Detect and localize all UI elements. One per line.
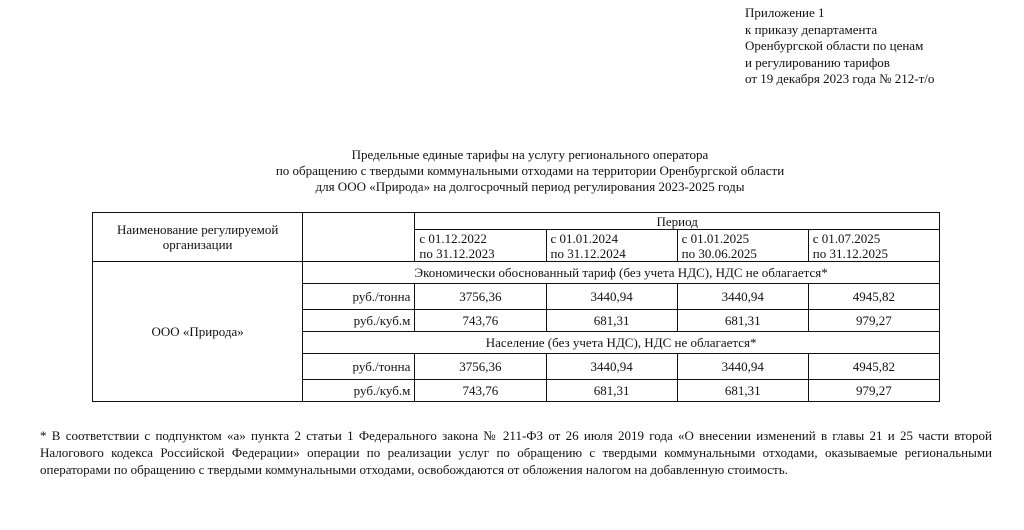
period-from: с 01.12.2022 <box>419 230 487 246</box>
appendix-block <box>745 5 934 88</box>
document-title <box>150 147 910 195</box>
footnote: * В соответствии с подпунктом «а» пункта 2 статьи 1 Федерального закона № 211-ФЗ от 26 июля 2019 года «О внесении изменений в главы 21 и 25 части второй Налогового кодекса Российской Федерации» операции по реализации услуг по обращению с твердыми коммунальными отходами, оказываемые региональными операторами по обращению с твердыми коммунальными отходами, освобождаются от обложения налогом на добавленную стоимость. <box>40 428 992 477</box>
value-cell: 3756,36 <box>415 354 546 380</box>
unit-cell: руб./куб.м <box>303 380 415 402</box>
period-to: по 30.06.2025 <box>681 245 757 261</box>
organization-cell: ООО «Природа» <box>93 262 303 402</box>
period-from: с 01.07.2025 <box>812 230 881 246</box>
tariff-table <box>92 212 940 402</box>
section-title: Экономически обоснованный тариф (без учета НДС), НДС не облагается* <box>303 262 940 284</box>
period-to: по 31.12.2025 <box>812 245 888 261</box>
header-unit-cell <box>303 213 415 262</box>
period-to: по 31.12.2023 <box>419 245 495 261</box>
period-cell <box>677 230 808 262</box>
appendix-line: к приказу департамента <box>745 21 878 37</box>
unit-cell: руб./тонна <box>303 354 415 380</box>
value-cell: 4945,82 <box>808 354 939 380</box>
value-cell: 681,31 <box>546 310 677 332</box>
appendix-line: Оренбургской области по ценам <box>745 38 924 53</box>
appendix-line: Приложение 1 <box>745 5 825 20</box>
value-cell: 3756,36 <box>415 284 546 310</box>
period-to: по 31.12.2024 <box>550 245 626 261</box>
period-from: с 01.01.2024 <box>550 230 619 246</box>
section-title-row <box>93 262 940 284</box>
title-line: по обращению с твердыми коммунальными отходами на территории Оренбургской области <box>275 163 785 178</box>
section-title: Население (без учета НДС), НДС не облагается* <box>303 332 940 354</box>
unit-cell: руб./куб.м <box>303 310 415 332</box>
value-cell: 979,27 <box>808 380 939 402</box>
period-cell <box>415 230 546 262</box>
period-from: с 01.01.2025 <box>681 230 750 246</box>
value-cell: 743,76 <box>415 310 546 332</box>
value-cell: 3440,94 <box>546 354 677 380</box>
appendix-line: и регулированию тарифов <box>745 54 890 70</box>
header-org-cell: Наименование регулируемой организации <box>93 213 303 262</box>
value-cell: 3440,94 <box>677 354 808 380</box>
value-cell: 3440,94 <box>546 284 677 310</box>
value-cell: 979,27 <box>808 310 939 332</box>
header-period-cell: Период <box>415 213 940 230</box>
value-cell: 681,31 <box>677 380 808 402</box>
appendix-line: от 19 декабря 2023 года № 212-т/о <box>745 71 935 86</box>
table-header-row <box>93 213 940 230</box>
value-cell: 3440,94 <box>677 284 808 310</box>
period-cell <box>546 230 677 262</box>
title-line: Предельные единые тарифы на услугу регионального оператора <box>351 147 709 162</box>
value-cell: 743,76 <box>415 380 546 402</box>
value-cell: 4945,82 <box>808 284 939 310</box>
value-cell: 681,31 <box>546 380 677 402</box>
period-cell <box>808 230 939 262</box>
value-cell: 681,31 <box>677 310 808 332</box>
title-line: для ООО «Природа» на долгосрочный период регулирования 2023-2025 годы <box>315 179 745 194</box>
unit-cell: руб./тонна <box>303 284 415 310</box>
